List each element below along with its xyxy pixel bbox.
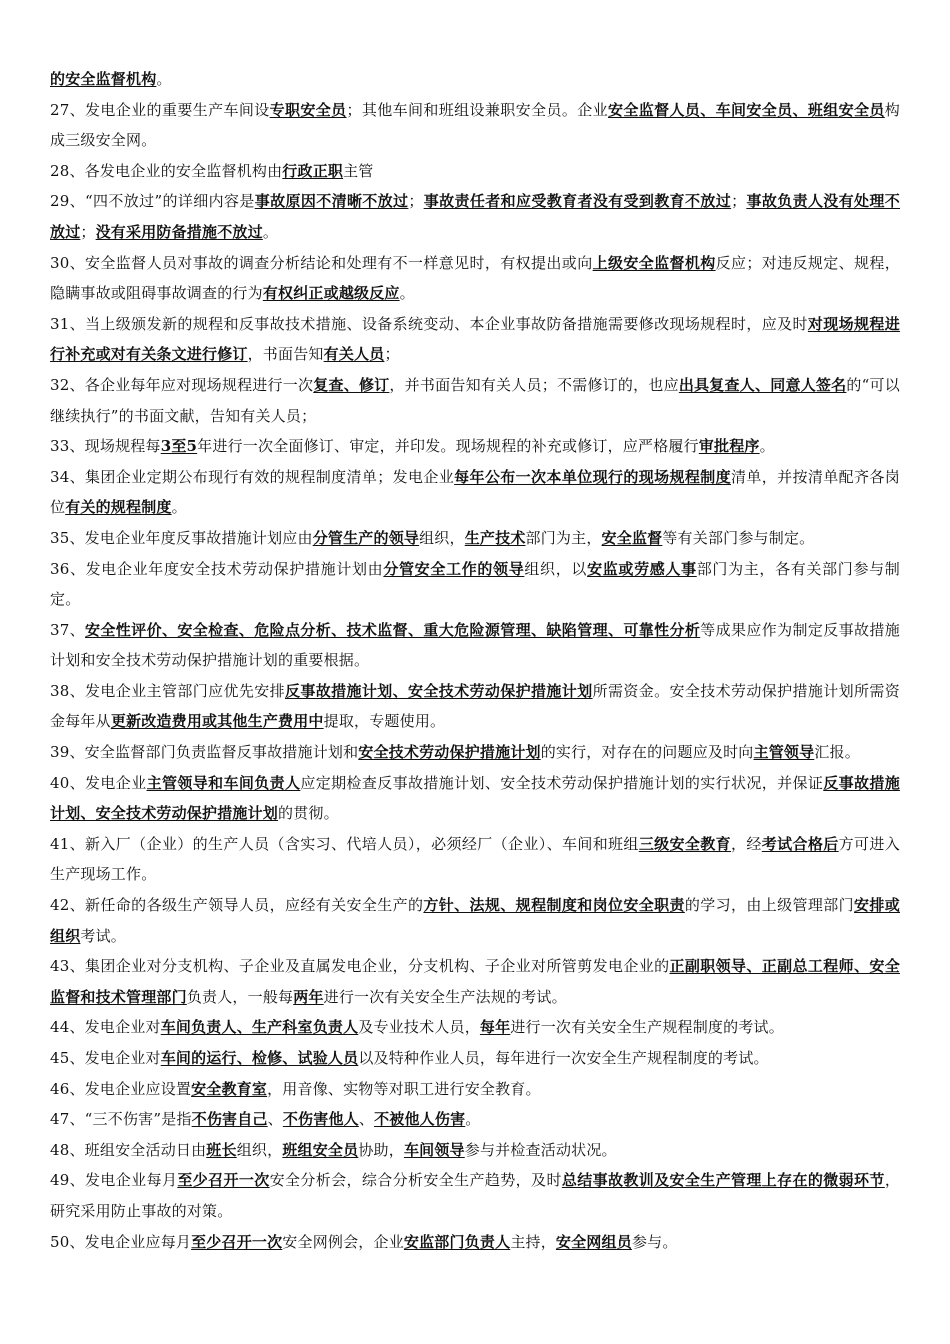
key-term: 车间领导 xyxy=(403,1140,465,1159)
text-run: 的“可以继续执行”的书面文献，告知有关人员； xyxy=(50,375,900,425)
paragraph xyxy=(50,615,900,676)
text-run: 部门为主，各有关部门参与制定。 xyxy=(50,559,900,609)
key-term: 对现场规程进行补充或对有关条文进行修订 xyxy=(50,314,901,364)
text-run: 的学习，由上级管理部门 xyxy=(684,896,855,915)
text-run: 及专业技术人员， xyxy=(358,1018,480,1037)
key-term: 安全监督人员、车间安全员、班组安全员 xyxy=(607,100,885,119)
text-run: ，经 xyxy=(731,834,762,853)
text-run: ； xyxy=(731,192,747,211)
text-run: 37、 xyxy=(50,620,86,639)
text-run: 参与并检查活动状况。 xyxy=(464,1140,617,1159)
text-run: ，书面告知 xyxy=(247,345,324,364)
key-term: 班组安全员 xyxy=(282,1140,359,1159)
text-run: 31、当上级颁发新的规程和反事故技术措施、设备系统变动、本企业事故防备措施需要修改现场规程时，应及时 xyxy=(50,314,808,333)
key-term: 分管生产的领导 xyxy=(312,528,420,547)
paragraph xyxy=(50,64,900,95)
key-term: 至少召开一次 xyxy=(177,1171,270,1190)
text-run: 组织，以 xyxy=(524,559,588,578)
text-run: 、 xyxy=(267,1110,283,1129)
paragraph xyxy=(50,676,900,737)
text-run: 。 xyxy=(399,284,415,303)
key-term: 事故责任者和应受教育者没有受到教育不放过 xyxy=(423,192,732,211)
key-term: 事故原因不清晰不放过 xyxy=(254,192,409,211)
text-run: 33、现场规程每 xyxy=(50,437,161,456)
text-run: 。 xyxy=(156,70,172,88)
key-term: 不伤害他人 xyxy=(282,1110,359,1129)
key-term: 主管领导和车间负责人 xyxy=(146,773,301,792)
text-run: 安全分析会，综合分析安全生产趋势，及时 xyxy=(269,1171,562,1190)
key-term: 专职安全员 xyxy=(269,100,347,119)
key-term: 总结事故教训及安全生产管理上存在的微弱环节 xyxy=(561,1171,885,1190)
text-run: ； xyxy=(408,192,424,211)
text-run: ，并书面告知有关人员；不需修订的，也应 xyxy=(389,375,679,394)
text-run: 构成三级安全网。 xyxy=(50,100,900,150)
text-run: 30、安全监督人员对事故的调查分析结论和处理有不一样意见时，有权提出或向 xyxy=(50,253,593,272)
text-run: 应定期检查反事故措施计划、安全技术劳动保护措施计划的实行状况，并保证 xyxy=(300,773,824,792)
text-run: 39、安全监督部门负责监督反事故措施计划和 xyxy=(50,743,359,762)
paragraph xyxy=(50,523,900,554)
text-run: 44、发电企业对 xyxy=(50,1018,161,1037)
text-run: 等成果应作为制定反事故措施计划和安全技术劳动保护措施计划的重要根据。 xyxy=(50,620,900,670)
paragraph xyxy=(50,248,900,309)
key-term: 有关人员 xyxy=(323,345,385,364)
text-run: 协助， xyxy=(358,1140,404,1159)
paragraph xyxy=(50,462,900,523)
text-run: 35、发电企业年度反事故措施计划应由 xyxy=(50,528,313,547)
paragraph xyxy=(50,1012,900,1043)
paragraph xyxy=(50,156,900,187)
key-term: 有关的规程制度 xyxy=(65,498,172,517)
paragraph xyxy=(50,1135,900,1166)
key-term: 两年 xyxy=(293,987,324,1006)
key-term: 不伤害自己 xyxy=(191,1110,268,1129)
text-run: 年进行一次全面修订、审定，并印发。现场规程的补充或修订，应严格履行 xyxy=(197,437,699,456)
key-term: 生产技术 xyxy=(464,528,526,547)
key-term: 安监部门负责人 xyxy=(403,1232,511,1251)
key-term: 出具复查人、同意人签名 xyxy=(678,375,847,394)
key-term: 行政正职 xyxy=(282,161,344,180)
paragraph xyxy=(50,1227,900,1258)
text-run: ；其他车间和班组设兼职安全员。企业 xyxy=(346,100,608,119)
text-run: 47、“三不伤害”是指 xyxy=(50,1110,192,1129)
text-run: 、 xyxy=(358,1110,375,1129)
text-run: ，研究采用防止事故的对策。 xyxy=(50,1171,901,1220)
text-run: 进行一次有关安全生产规程制度的考试。 xyxy=(510,1018,784,1037)
text-run: 反应；对违反规定、规程，隐瞒事故或阻碍事故调查的行为 xyxy=(50,253,900,303)
text-run: 汇报。 xyxy=(814,743,860,762)
key-term: 更新改造费用或其他生产费用中 xyxy=(110,712,324,731)
key-term: 反事故措施计划、安全技术劳动保护措施计划 xyxy=(50,773,900,823)
text-run: ； xyxy=(80,222,96,241)
text-run: 方可进入生产现场工作。 xyxy=(50,834,900,884)
key-term: 车间负责人、生产科室负责人 xyxy=(160,1018,359,1037)
text-run: 32、各企业每年应对现场规程进行一次 xyxy=(50,375,314,394)
text-run: 考试。 xyxy=(80,926,127,945)
key-term: 安全技术劳动保护措施计划 xyxy=(358,743,541,762)
paragraph xyxy=(50,737,900,768)
paragraph xyxy=(50,768,900,829)
paragraph xyxy=(50,554,900,615)
key-term: 的安全监督机构 xyxy=(50,70,157,88)
key-term: 车间的运行、检修、试验人员 xyxy=(160,1049,359,1067)
key-term: 复查、修订 xyxy=(313,375,390,394)
key-term: 每年 xyxy=(479,1018,511,1037)
text-run: 组织， xyxy=(236,1140,283,1159)
text-run: 主持， xyxy=(510,1232,556,1251)
text-run: 38、发电企业主管部门应优先安排 xyxy=(50,681,285,700)
key-term: 审批程序 xyxy=(698,437,760,456)
key-term: 事故负责人没有处理不放过 xyxy=(50,192,900,241)
text-run: 41、新入厂（企业）的生产人员（含实习、代培人员），必须经厂（企业）、车间和班组 xyxy=(50,834,639,853)
text-run: 34、集团企业定期公布现行有效的规程制度清单；发电企业 xyxy=(50,467,455,486)
text-run: 清单，并按清单配齐各岗位 xyxy=(50,467,900,517)
text-run: 安全网例会，企业 xyxy=(282,1232,404,1251)
paragraph xyxy=(50,890,900,951)
text-run: 29、“四不放过”的详细内容是 xyxy=(50,192,255,211)
text-run: 的实行，对存在的问题应及时向 xyxy=(540,743,754,762)
text-run: 45、发电企业对 xyxy=(50,1049,161,1067)
text-run: 等有关部门参与制定。 xyxy=(662,528,815,547)
text-run: 50、发电企业应每月 xyxy=(50,1232,192,1251)
paragraph xyxy=(50,1165,900,1226)
key-term: 3至5 xyxy=(160,437,198,456)
text-run: 。 xyxy=(262,222,279,241)
text-run: 28、各发电企业的安全监督机构由 xyxy=(50,161,283,180)
text-run: 。 xyxy=(465,1110,481,1129)
text-run: 主管 xyxy=(343,161,374,180)
text-run: 所需资金。安全技术劳动保护措施计划所需资金每年从 xyxy=(50,681,900,731)
text-run: 49、发电企业每月 xyxy=(50,1171,178,1190)
paragraph xyxy=(50,186,900,247)
key-term: 没有采用防备措施不放过 xyxy=(95,222,263,241)
text-run: ； xyxy=(384,345,400,364)
text-run: 的贯彻。 xyxy=(278,804,339,823)
text-run: 部门为主， xyxy=(525,528,602,547)
text-run: 42、新任命的各级生产领导人员，应经有关安全生产的 xyxy=(50,896,424,915)
text-run: 负责人，一般每 xyxy=(186,987,294,1006)
key-term: 方针、法规、规程制度和岗位安全职责 xyxy=(423,896,685,915)
paragraph xyxy=(50,309,900,370)
key-term: 三级安全教育 xyxy=(638,834,732,853)
text-run: 参与。 xyxy=(631,1232,678,1251)
key-term: 每年公布一次本单位现行的现场规程制度 xyxy=(454,467,731,486)
key-term: 安全监督 xyxy=(601,528,663,547)
text-run: 以及特种作业人员，每年进行一次安全生产规程制度的考试。 xyxy=(358,1049,769,1067)
key-term: 考试合格后 xyxy=(761,834,839,853)
key-term: 有权纠正或越级反应 xyxy=(262,284,400,303)
paragraph xyxy=(50,95,900,156)
key-term: 主管领导 xyxy=(753,743,815,762)
paragraph xyxy=(50,829,900,890)
key-term: 反事故措施计划、安全技术劳动保护措施计划 xyxy=(284,681,593,700)
text-run: 43、集团企业对分支机构、子企业及直属发电企业，分支机构、子企业对所管剪发电企业的 xyxy=(50,957,670,976)
key-term: 安监或劳感人事 xyxy=(587,559,697,578)
paragraph xyxy=(50,370,900,431)
text-run: 。 xyxy=(171,498,187,517)
key-term: 不被他人伤害 xyxy=(374,1110,466,1129)
key-term: 安全网组员 xyxy=(555,1232,632,1251)
key-term: 正副职领导、正副总工程师、安全监督和技术管理部门 xyxy=(50,957,900,1006)
key-term: 安全性评价、安全检查、危险点分析、技术监督、重大危险源管理、缺陷管理、可靠性分析 xyxy=(85,620,701,639)
key-term: 上级安全监督机构 xyxy=(592,253,716,272)
text-run: 40、发电企业 xyxy=(50,773,147,792)
text-run: 提取，专题使用。 xyxy=(323,712,446,731)
paragraph xyxy=(50,431,900,462)
text-run: 。 xyxy=(759,437,775,456)
paragraph xyxy=(50,951,900,1012)
key-term: 安全教育室 xyxy=(191,1079,268,1098)
paragraph xyxy=(50,1074,900,1105)
document-body xyxy=(50,64,900,1257)
key-term: 安排或组织 xyxy=(50,896,901,945)
text-run: 组织， xyxy=(419,528,465,547)
key-term: 分管安全工作的领导 xyxy=(383,559,525,578)
key-term: 班长 xyxy=(206,1140,237,1159)
key-term: 至少召开一次 xyxy=(191,1232,283,1251)
text-run: 48、班组安全活动日由 xyxy=(50,1140,207,1159)
text-run: ，用音像、实物等对职工进行安全教育。 xyxy=(267,1079,541,1098)
text-run: 36、发电企业年度安全技术劳动保护措施计划由 xyxy=(50,559,384,578)
text-run: 进行一次有关安全生产法规的考试。 xyxy=(323,987,567,1006)
text-run: 46、发电企业应设置 xyxy=(50,1079,192,1098)
paragraph xyxy=(50,1043,900,1074)
paragraph xyxy=(50,1104,900,1135)
text-run: 27、发电企业的重要生产车间设 xyxy=(50,100,270,119)
